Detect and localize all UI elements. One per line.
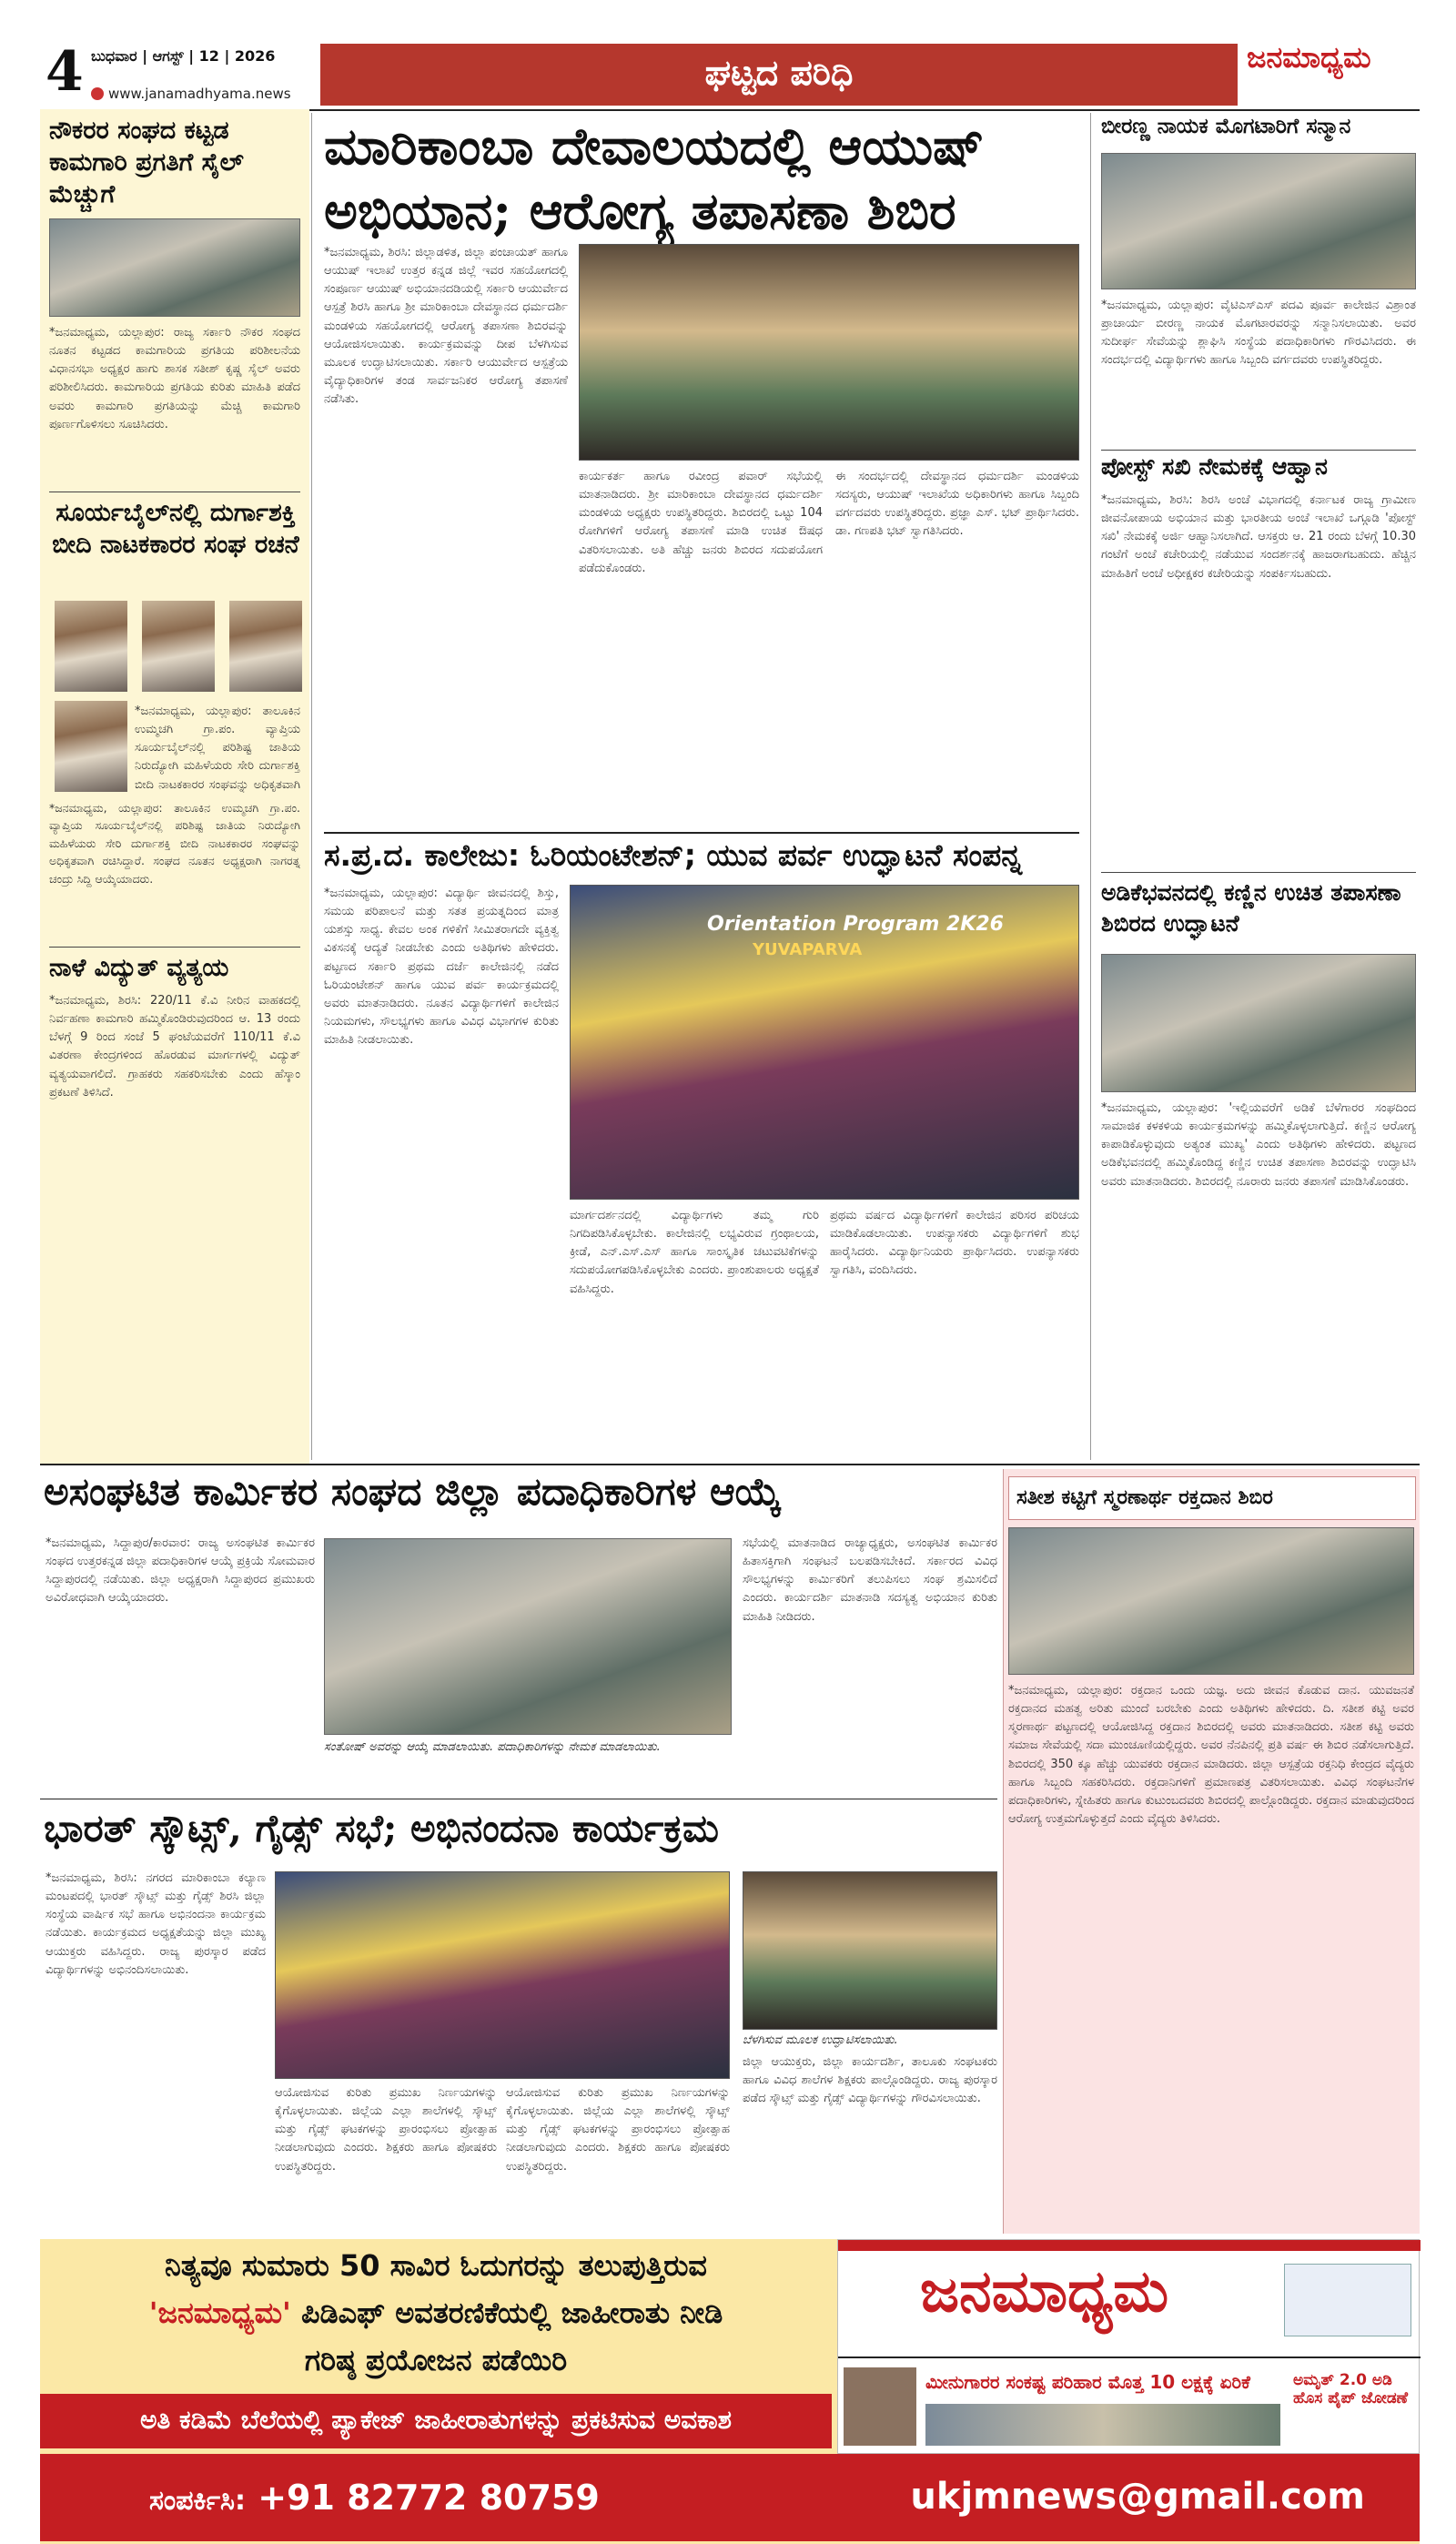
column-rule: [311, 113, 312, 1460]
blood-body: *ಜನಮಾಧ್ಯಮ, ಯಲ್ಲಾಪುರ: ರಕ್ತದಾನ ಒಂದು ಯಜ್ಞ. ಅದು ಜೀವನ ಕೊಡುವ ದಾನ. ಯುವಜನತೆ ರಕ್ತದಾನದ ಮಹತ್ವ ಅರಿತು ಮುಂದೆ ಬರಬೇಕು ಎಂದು ಅತಿಥಿಗಳು ಹೇಳಿದರು. ದಿ. ಸತೀಶ ಕಟ್ಟಿ ಅವರ ಸ್ಮರಣಾರ್ಥ ಪಟ್ಟಣದಲ್ಲಿ ಆಯೋಜಿಸಿದ್ದ ರಕ್ತದಾನ ಶಿಬಿರದಲ್ಲಿ ಅವರು ಮಾತನಾಡಿದರು. ಸತೀಶ ಕಟ್ಟಿ ಅವರು ಸಮಾಜ ಸೇವೆಯಲ್ಲಿ ಸದಾ ಮುಂಚೂಣಿಯಲ್ಲಿದ್ದರು. ಅವರ ನೆನಪಿನಲ್ಲಿ ಪ್ರತಿ ವರ್ಷ ಈ ಶಿಬಿರ ನಡೆಸಲಾಗುತ್ತಿದೆ. ಶಿಬಿರದಲ್ಲಿ 350 ಕ್ಕೂ ಹೆಚ್ಚು ಯುವಕರು ರಕ್ತದಾನ ಮಾಡಿದರು. ಜಿಲ್ಲಾ ಆಸ್ಪತ್ರೆಯ ರಕ್ತನಿಧಿ ಕೇಂದ್ರದ ವೈದ್ಯರು ಹಾಗೂ ಸಿಬ್ಬಂದಿ ಸಹಕರಿಸಿದರು. ರಕ್ತದಾನಿಗಳಿಗೆ ಪ್ರಮಾಣಪತ್ರ ವಿತರಿಸಲಾಯಿತು. ವಿವಿಧ ಸಂಘಟನೆಗಳ ಪದಾಧಿಕಾರಿಗಳು, ಸ್ನೇಹಿತರು ಹಾಗೂ ಕುಟುಂಬದವರು ಶಿಬಿರದಲ್ಲಿ ಪಾಲ್ಗೊಂಡಿದ್ದರು. ರಕ್ತದಾನ ಮಾಡುವುದರಿಂದ ಆರೋಗ್ಯ ಉತ್ತಮಗೊಳ್ಳುತ್ತದೆ ಎಂದು ವೈದ್ಯರು ತಿಳಿಸಿದರು.: [1008, 1684, 1414, 1826]
college-body-col1: *ಜನಮಾಧ್ಯಮ, ಯಲ್ಲಾಪುರ: ವಿದ್ಯಾರ್ಥಿ ಜೀವನದಲ್ಲಿ ಶಿಸ್ತು, ಸಮಯ ಪರಿಪಾಲನೆ ಮತ್ತು ಸತತ ಪ್ರಯತ್ನದಿಂದ ಮಾತ್ರ ಯಶಸ್ಸು ಸಾಧ್ಯ. ಕೇವಲ ಅಂಕ ಗಳಿಕೆಗೆ ಸೀಮಿತರಾಗದೇ ವ್ಯಕ್ತಿತ್ವ ವಿಕಸನಕ್ಕೆ ಆದ್ಯತೆ ನೀಡಬೇಕು ಎಂದು ಅತಿಥಿಗಳು ಹೇಳಿದರು. ಪಟ್ಟಣದ ಸರ್ಕಾರಿ ಪ್ರಥಮ ದರ್ಜೆ ಕಾಲೇಜಿನಲ್ಲಿ ನಡೆದ ಓರಿಯಂಟೇಶನ್ ಹಾಗೂ ಯುವ ಪರ್ವ ಕಾರ್ಯಕ್ರಮದಲ್ಲಿ ಅವರು ಮಾತನಾಡಿದರು. ನೂತನ ವಿದ್ಯಾರ್ಥಿಗಳಿಗೆ ಕಾಲೇಜಿನ ನಿಯಮಗಳು, ಸೌಲಭ್ಯಗಳು ಹಾಗೂ ವಿವಿಧ ವಿಭಾಗಗಳ ಕುರಿತು ಮಾಹಿತಿ ನೀಡಲಾಯಿತು.: [324, 887, 559, 1048]
college-body-col3: ಪ್ರಥಮ ವರ್ಷದ ವಿದ್ಯಾರ್ಥಿಗಳಿಗೆ ಕಾಲೇಜಿನ ಪರಿಸರ ಪರಿಚಯ ಮಾಡಿಕೊಡಲಾಯಿತು. ಉಪನ್ಯಾಸಕರು ವಿದ್ಯಾರ್ಥಿಗಳಿಗೆ ಶುಭ ಹಾರೈಸಿದರು. ವಿದ್ಯಾರ್ಥಿನಿಯರು ಪ್ರಾರ್ಥಿಸಿದರು. ಉಪನ್ಯಾಸಕರು ಸ್ವಾಗತಿಸಿ, ವಂದಿಸಿದರು.: [830, 1209, 1079, 1278]
ad-phone[interactable]: [149, 2478, 600, 2518]
left-story1-photo: [49, 218, 300, 317]
right-story2-headline: ಪೋಸ್ಟ್ ಸಖಿ ನೇಮಕಕ್ಕೆ ಆಹ್ವಾನ: [1101, 453, 1328, 480]
member-photo: [55, 601, 127, 692]
left-story2-headline: ಸೂರ್ಯಬೈಲ್‌ನಲ್ಲಿ ದುರ್ಗಾಶಕ್ತಿ ಬೀದಿ ನಾಟಕಕಾರರ ಸಂಘ ರಚನೆ: [52, 499, 299, 560]
left-story3-body: *ಜನಮಾಧ್ಯಮ, ಶಿರಸಿ: 220/11 ಕೆ.ವಿ ನೀರಿನ ವಾಹಕದಲ್ಲಿ ನಿರ್ವಹಣಾ ಕಾಮಗಾರಿ ಹಮ್ಮಿಕೊಂಡಿರುವುದರಿಂದ ಆ. 13 ರಂದು ಬೆಳಗ್ಗೆ 9 ರಿಂದ ಸಂಜೆ 5 ಘಂಟೆಯವರೆಗೆ 110/11 ಕೆ.ವಿ ವಿತರಣಾ ಕೇಂದ್ರಗಳಿಂದ ಹೊರಡುವ ಮಾರ್ಗಗಳಲ್ಲಿ ವಿದ್ಯುತ್ ವ್ಯತ್ಯಯವಾಗಲಿದೆ. ಗ್ರಾಹಕರು ಸಹಕರಿಸಬೇಕು ಎಂದು ಹೆಸ್ಕಾಂ ಪ್ರಕಟಣೆ ತಿಳಿಸಿದೆ.: [49, 994, 300, 1100]
ad-line1: ನಿತ್ಯವೂ ಸುಮಾರು 50 ಸಾವಿರ ಓದುಗರನ್ನು ತಲುಪುತ್ತಿರುವ: [165, 2248, 707, 2283]
union-headline: ಅಸಂಘಟಿತ ಕಾರ್ಮಿಕರ ಸಂಘದ ಜಿಲ್ಲಾ ಪದಾಧಿಕಾರಿಗಳ ಆಯ್ಕೆ: [44, 1469, 782, 1514]
left-story2-body: *ಜನಮಾಧ್ಯಮ, ಯಲ್ಲಾಪುರ: ತಾಲೂಕಿನ ಉಮ್ಮಚಗಿ ಗ್ರಾ.ಪಂ. ವ್ಯಾಪ್ತಿಯ ಸೂರ್ಯಬೈಲ್‌ನಲ್ಲಿ ಪರಿಶಿಷ್ಟ ಜಾತಿಯ ನಿರುದ್ಯೋಗಿ ಮಹಿಳೆಯರು ಸೇರಿ ದುರ್ಗಾಶಕ್ತಿ ಬೀದಿ ನಾಟಕಕಾರರ ಸಂಘವನ್ನು ಅಧಿಕೃತವಾಗಿ ರಚಿಸಿದ್ದಾರೆ. ಸಂಘದ ನೂತನ ಅಧ್ಯಕ್ಷರಾಗಿ ನಾಗರತ್ನ ಚಂದ್ರು ಸಿದ್ದಿ ಆಯ್ಕೆಯಾದರು.: [49, 801, 300, 886]
stage-banner-text2: YUVAPARVA: [753, 940, 863, 959]
contact-label: ಸಂಪರ್ಕಿಸಿ:: [149, 2485, 246, 2517]
divider: [324, 832, 1079, 834]
left-story3-headline: ನಾಳೆ ವಿದ್ಯುತ್ ವ್ಯತ್ಯಯ: [49, 954, 229, 982]
ad-offer-strip: ಅತಿ ಕಡಿಮೆ ಬೆಲೆಯಲ್ಲಿ ಪ್ಯಾಕೇಜ್ ಜಾಹೀರಾತುಗಳನ್ನು ಪ್ರಕಟಿಸುವ ಅವಕಾಶ: [40, 2394, 832, 2448]
column-rule: [1090, 113, 1091, 1460]
section-rule: [40, 1464, 1420, 1465]
college-photo: [570, 885, 1079, 1200]
union-body-col2: ಸಭೆಯಲ್ಲಿ ಮಾತನಾಡಿದ ರಾಜ್ಯಾಧ್ಯಕ್ಷರು, ಅಸಂಘಟಿತ ಕಾರ್ಮಿಕರ ಹಿತಾಸಕ್ತಿಗಾಗಿ ಸಂಘಟನೆ ಬಲಪಡಿಸಬೇಕಿದೆ. ಸರ್ಕಾರದ ವಿವಿಧ ಸೌಲಭ್ಯಗಳನ್ನು ಕಾರ್ಮಿಕರಿಗೆ ತಲುಪಿಸಲು ಸಂಘ ಶ್ರಮಿಸಲಿದೆ ಎಂದರು. ಕಾರ್ಯದರ್ಶಿ ಮಾತನಾಡಿ ಸದಸ್ಯತ್ವ ಅಭಿಯಾನ ಕುರಿತು ಮಾಹಿತಿ ನೀಡಿದರು.: [743, 1536, 997, 1624]
lead-photo: [579, 244, 1079, 461]
website-text: www.janamadhyama.news: [108, 86, 291, 102]
lead-body-col3: ಈ ಸಂದರ್ಭದಲ್ಲಿ ದೇವಸ್ಥಾನದ ಧರ್ಮದರ್ಶಿ ಮಂಡಳಿಯ ಸದಸ್ಯರು, ಆಯುಷ್ ಇಲಾಖೆಯ ಅಧಿಕಾರಿಗಳು ಹಾಗೂ ಸಿಬ್ಬಂದಿ ವರ್ಗದವರು ಉಪಸ್ಥಿತರಿದ್ದರು. ಪ್ರಜ್ಞಾ ಎಸ್. ಭಟ್ ಪ್ರಾರ್ಥಿಸಿದರು. ಡಾ. ಗಣಪತಿ ಭಟ್ ಸ್ವಾಗತಿಸಿದರು.: [835, 470, 1079, 539]
ad-line2-rest: ಪಿಡಿಎಫ್ ಅವತರಣಿಕೆಯಲ್ಲಿ ಜಾಹೀರಾತು ನೀಡಿ: [290, 2296, 723, 2330]
union-body-col1: *ಜನಮಾಧ್ಯಮ, ಸಿದ್ದಾಪುರ/ಕಾರವಾರ: ರಾಜ್ಯ ಅಸಂಘಟಿತ ಕಾರ್ಮಿಕರ ಸಂಘದ ಉತ್ತರಕನ್ನಡ ಜಿಲ್ಲಾ ಪದಾಧಿಕಾರಿಗಳ ಆಯ್ಕೆ ಪ್ರಕ್ರಿಯೆ ಸೋಮವಾರ ಸಿದ್ದಾಪುರದಲ್ಲಿ ನಡೆಯಿತು. ಜಿಲ್ಲಾ ಅಧ್ಯಕ್ಷರಾಗಿ ಸಿದ್ದಾಪುರದ ಪ್ರಮುಖರು ಅವಿರೋಧವಾಗಿ ಆಯ್ಕೆಯಾದರು.: [46, 1536, 315, 1606]
right-story1-body: *ಜನಮಾಧ್ಯಮ, ಯಲ್ಲಾಪುರ: ವೈಟಿಎಸ್‌ಎಸ್ ಪದವಿ ಪೂರ್ವ ಕಾಲೇಜಿನ ವಿಶ್ರಾಂತ ಪ್ರಾಚಾರ್ಯ ಬೀರಣ್ಣ ನಾಯಕ ಮೊಗಟಾರವರನ್ನು ಸನ್ಮಾನಿಸಲಾಯಿತು. ಅವರ ಸುದೀರ್ಘ ಸೇವೆಯನ್ನು ಶ್ಲಾಘಿಸಿ ಸಂಸ್ಥೆಯ ಪದಾಧಿಕಾರಿಗಳು ಗೌರವಿಸಿದರು. ಈ ಸಂದರ್ಭದಲ್ಲಿ ವಿದ್ಯಾರ್ಥಿಗಳು ಹಾಗೂ ಸಿಬ್ಬಂದಿ ವರ್ಗದವರು ಉಪಸ್ಥಿತರಿದ್ದರು.: [1101, 299, 1416, 368]
stage-banner-text: Orientation Program 2K26: [707, 913, 1004, 936]
thumb-headline2: ಅಮೃತ್ 2.0 ಅಡಿ ಹೊಸ ಪೈಪ್ ಜೋಡಣೆ: [1293, 2371, 1409, 2407]
thumb-sidebox: [1284, 2264, 1411, 2336]
left-story1-headline: ನೌಕರರ ಸಂಘದ ಕಟ್ಟಡ ಕಾಮಗಾರಿ ಪ್ರಗತಿಗೆ ಸೈಲ್ ಮೆಚ್ಚುಗೆ: [49, 117, 244, 209]
website-link[interactable]: [91, 86, 291, 102]
scouts-headline: ಭಾರತ್ ಸ್ಕೌಟ್ಸ್, ಗೈಡ್ಸ್ ಸಭೆ; ಅಭಿನಂದನಾ ಕಾರ್ಯಕ್ರಮ: [44, 1806, 719, 1850]
ad-email[interactable]: ukjmnews@gmail.com: [910, 2476, 1365, 2518]
ad-line2: [40, 2296, 832, 2331]
ad-line3: ಗರಿಷ್ಠ ಪ್ರಯೋಜನ ಪಡೆಯಿರಿ: [304, 2343, 568, 2377]
section-banner: [320, 44, 1238, 106]
scouts-photo-left: [275, 1871, 730, 2079]
union-photo-caption: ಸಂತೋಷ್ ಅವರನ್ನು ಆಯ್ಕೆ ಮಾಡಲಾಯಿತು. ಪದಾಧಿಕಾರಿಗಳನ್ನು ನೇಮಕ ಮಾಡಲಾಯಿತು.: [324, 1740, 661, 1754]
divider: [1101, 872, 1416, 873]
college-headline: ಸ.ಪ್ರ.ದ. ಕಾಲೇಜು: ಓರಿಯಂಟೇಶನ್; ಯುವ ಪರ್ವ ಉದ್ಘಾಟನೆ ಸಂಪನ್ನ: [324, 837, 1023, 873]
globe-icon: [91, 87, 104, 100]
right-story1-headline: ಬೀರಣ್ಣ ನಾಯಕ ಮೊಗಟಾರಿಗೆ ಸನ್ಮಾನ: [1101, 115, 1351, 138]
right-story3-headline: ಅಡಿಕೆಭವನದಲ್ಲಿ ಕಣ್ಣಿನ ಉಚಿತ ತಪಾಸಣಾ ಶಿಬಿರದ ಉದ್ಘಾಟನೆ: [1101, 879, 1401, 937]
left-story1-body: *ಜನಮಾಧ್ಯಮ, ಯಲ್ಲಾಪುರ: ರಾಜ್ಯ ಸರ್ಕಾರಿ ನೌಕರ ಸಂಘದ ನೂತನ ಕಟ್ಟಡದ ಕಾಮಗಾರಿಯ ಪ್ರಗತಿಯ ಪರಿಶೀಲನೆಯ ವಿಧಾನಸಭಾ ಅಧ್ಯಕ್ಷರ ಹಾಗು ಶಾಸಕ ಸತೀಶ್ ಕೃಷ್ಣ ಸೈಲ್ ಅವರು ಪರಿಶೀಲಿಸಿದರು. ಕಾಮಗಾರಿಯ ಪ್ರಗತಿಯ ಕುರಿತು ಮಾಹಿತಿ ಪಡೆದ ಅವರು ಕಾಮಗಾರಿ ಪ್ರಗತಿಯನ್ನು ಮೆಚ್ಚಿ ಕಾಮಗಾರಿ ಪೂರ್ಣಗೊಳಿಸಲು ಸೂಚಿಸಿದರು.: [49, 326, 300, 431]
right-story3-photo: [1101, 954, 1416, 1092]
ad-brand-quote: 'ಜನಮಾಧ್ಯಮ': [148, 2296, 291, 2330]
thumb-photo: [844, 2367, 916, 2446]
scouts-photo-right: [743, 1871, 997, 2030]
ad-contact-bar[interactable]: [40, 2454, 1420, 2541]
scouts-photo-caption: ಬೆಳಗಿಸುವ ಮೂಲಕ ಉದ್ಘಾಟಿಸಲಾಯಿತು.: [743, 2033, 898, 2047]
thumb-headline1: ಮೀನುಗಾರರ ಸಂಕಷ್ಟ ಪರಿಹಾರ ಮೊತ್ತ 10 ಲಕ್ಷಕ್ಕೆ ಏರಿಕೆ: [925, 2371, 1250, 2393]
dateline: ಬುಧವಾರ | ಆಗಸ್ಟ್ | 12 | 2026: [91, 47, 276, 65]
right-story1-photo: [1101, 153, 1416, 289]
member-photo: [229, 601, 302, 692]
lead-body-col1: *ಜನಮಾಧ್ಯಮ, ಶಿರಸಿ: ಜಿಲ್ಲಾಡಳಿತ, ಜಿಲ್ಲಾ ಪಂಚಾಯತ್ ಹಾಗೂ ಆಯುಷ್ ಇಲಾಖೆ ಉತ್ತರ ಕನ್ನಡ ಜಿಲ್ಲೆ ಇವರ ಸಹಯೋಗದಲ್ಲಿ ಸಂಪೂರ್ಣ ಆಯುಷ್ ಅಭಿಯಾನದಡಿಯಲ್ಲಿ ಸರ್ಕಾರಿ ಆಯುರ್ವೇದ ಆಸ್ಪತ್ರೆ ಶಿರಸಿ ಹಾಗೂ ಶ್ರೀ ಮಾರಿಕಾಂಬಾ ದೇವಸ್ಥಾನದ ಧರ್ಮದರ್ಶಿ ಮಂಡಳಿಯ ಸಹಯೋಗದಲ್ಲಿ ಆರೋಗ್ಯ ತಪಾಸಣಾ ಶಿಬಿರವನ್ನು ಆಯೋಜಿಸಲಾಯಿತು. ಕಾರ್ಯಕ್ರಮವನ್ನು ದೀಪ ಬೆಳಗಿಸುವ ಮೂಲಕ ಉದ್ಘಾಟಿಸಲಾಯಿತು. ಸರ್ಕಾರಿ ಆಯುರ್ವೇದ ಆಸ್ಪತ್ರೆಯ ವೈದ್ಯಾಧಿಕಾರಿಗಳ ತಂಡ ಸಾರ್ವಜನಿಕರ ಆರೋಗ್ಯ ತಪಾಸಣೆ ನಡೆಸಿತು.: [324, 246, 568, 407]
left-story2-body-top: *ಜನಮಾಧ್ಯಮ, ಯಲ್ಲಾಪುರ: ತಾಲೂಕಿನ ಉಮ್ಮಚಗಿ ಗ್ರಾ.ಪಂ. ವ್ಯಾಪ್ತಿಯ ಸೂರ್ಯಬೈಲ್‌ನಲ್ಲಿ ಪರಿಶಿಷ್ಟ ಜಾತಿಯ ನಿರುದ್ಯೋಗಿ ಮಹಿಳೆಯರು ಸೇರಿ ದುರ್ಗಾಶಕ್ತಿ ಬೀದಿ ನಾಟಕಕಾರರ ಸಂಘವನ್ನು ಅಧಿಕೃತವಾಗಿ: [135, 704, 300, 792]
section-title: ಘಟ್ಟದ ಪರಿಧಿ: [704, 53, 854, 93]
thumb-topbar: [838, 2240, 1421, 2251]
thumb-photo-strip: [925, 2404, 1280, 2446]
scouts-body-col3: ಆಯೋಜಿಸುವ ಕುರಿತು ಪ್ರಮುಖ ನಿರ್ಣಯಗಳನ್ನು ಕೈಗೊಳ್ಳಲಾಯಿತು. ಜಿಲ್ಲೆಯ ಎಲ್ಲಾ ಶಾಲೆಗಳಲ್ಲಿ ಸ್ಕೌಟ್ಸ್ ಮತ್ತು ಗೈಡ್ಸ್ ಘಟಕಗಳನ್ನು ಪ್ರಾರಂಭಿಸಲು ಪ್ರೋತ್ಸಾಹ ನೀಡಲಾಗುವುದು ಎಂದರು. ಶಿಕ್ಷಕರು ಹಾಗೂ ಪೋಷಕರು ಉಪಸ್ಥಿತರಿದ್ದರು.: [506, 2086, 730, 2174]
lead-headline: ಮಾರಿಕಾಂಬಾ ದೇವಾಲಯದಲ್ಲಿ ಆಯುಷ್ ಅಭಿಯಾನ; ಆರೋಗ್ಯ ತಪಾಸಣಾ ಶಿಬಿರ: [324, 117, 985, 241]
lead-body-col2: ಕಾರ್ಯಕರ್ತ ಹಾಗೂ ರವೀಂದ್ರ ಪವಾರ್ ಸಭೆಯಲ್ಲಿ ಮಾತನಾಡಿದರು. ಶ್ರೀ ಮಾರಿಕಾಂಬಾ ದೇವಸ್ಥಾನದ ಧರ್ಮದರ್ಶಿ ಮಂಡಳಿಯ ಅಧ್ಯಕ್ಷರು ಉಪಸ್ಥಿತರಿದ್ದರು. ಶಿಬಿರದಲ್ಲಿ ಒಟ್ಟು 104 ರೋಗಿಗಳಿಗೆ ಆರೋಗ್ಯ ತಪಾಸಣೆ ಮಾಡಿ ಉಚಿತ ಔಷಧ ವಿತರಿಸಲಾಯಿತು. ಅತಿ ಹೆಚ್ಚು ಜನರು ಶಿಬಿರದ ಸದುಪಯೋಗ ಪಡೆದುಕೊಂಡರು.: [579, 470, 823, 575]
page-number: 4: [46, 40, 84, 104]
scouts-body-col1: *ಜನಮಾಧ್ಯಮ, ಶಿರಸಿ: ನಗರದ ಮಾರಿಕಾಂಬಾ ಕಲ್ಯಾಣ ಮಂಟಪದಲ್ಲಿ ಭಾರತ್ ಸ್ಕೌಟ್ಸ್ ಮತ್ತು ಗೈಡ್ಸ್ ಶಿರಸಿ ಜಿಲ್ಲಾ ಸಂಸ್ಥೆಯ ವಾರ್ಷಿಕ ಸಭೆ ಹಾಗೂ ಅಭಿನಂದನಾ ಕಾರ್ಯಕ್ರಮ ನಡೆಯಿತು. ಕಾರ್ಯಕ್ರಮದ ಅಧ್ಯಕ್ಷತೆಯನ್ನು ಜಿಲ್ಲಾ ಮುಖ್ಯ ಆಯುಕ್ತರು ವಹಿಸಿದ್ದರು. ರಾಜ್ಯ ಪುರಸ್ಕಾರ ಪಡೆದ ವಿದ್ಯಾರ್ಥಿಗಳನ್ನು ಅಭಿನಂದಿಸಲಾಯಿತು.: [46, 1871, 266, 1977]
blood-photo: [1008, 1527, 1414, 1675]
divider: [49, 947, 300, 948]
phone-number[interactable]: +91 82772 80759: [258, 2478, 600, 2518]
thumb-masthead: ಜನಮಾಧ್ಯಮ: [920, 2258, 1169, 2326]
member-photo: [142, 601, 215, 692]
thumb-rule: [838, 2356, 1421, 2358]
masthead-logo: ಜನಮಾಧ್ಯಮ: [1247, 40, 1371, 75]
college-body-col2: ಮಾರ್ಗದರ್ಶನದಲ್ಲಿ ವಿದ್ಯಾರ್ಥಿಗಳು ತಮ್ಮ ಗುರಿ ನಿಗದಿಪಡಿಸಿಕೊಳ್ಳಬೇಕು. ಕಾಲೇಜಿನಲ್ಲಿ ಲಭ್ಯವಿರುವ ಗ್ರಂಥಾಲಯ, ಕ್ರೀಡೆ, ಎನ್.ಎಸ್.ಎಸ್ ಹಾಗೂ ಸಾಂಸ್ಕೃತಿಕ ಚಟುವಟಿಕೆಗಳನ್ನು ಸದುಪಯೋಗಪಡಿಸಿಕೊಳ್ಳಬೇಕು ಎಂದರು. ಪ್ರಾಂಶುಪಾಲರು ಅಧ್ಯಕ್ಷತೆ ವಹಿಸಿದ್ದರು.: [570, 1209, 819, 1296]
divider: [1101, 450, 1416, 451]
newspaper-thumbnail: [837, 2239, 1420, 2454]
right-story3-body: *ಜನಮಾಧ್ಯಮ, ಯಲ್ಲಾಪುರ: 'ಇಲ್ಲಿಯವರೆಗೆ ಅಡಿಕೆ ಬೆಳೆಗಾರರ ಸಂಘದಿಂದ ಸಾಮಾಜಿಕ ಕಳಕಳಿಯ ಕಾರ್ಯಕ್ರಮಗಳನ್ನು ಹಮ್ಮಿಕೊಳ್ಳಲಾಗುತ್ತಿದೆ. ಕಣ್ಣಿನ ಆರೋಗ್ಯ ಕಾಪಾಡಿಕೊಳ್ಳುವುದು ಅತ್ಯಂತ ಮುಖ್ಯ' ಎಂದು ಅತಿಥಿಗಳು ಹೇಳಿದರು. ಪಟ್ಟಣದ ಅಡಿಕೆಭವನದಲ್ಲಿ ಹಮ್ಮಿಕೊಂಡಿದ್ದ ಕಣ್ಣಿನ ಉಚಿತ ತಪಾಸಣಾ ಶಿಬಿರವನ್ನು ಉದ್ಘಾಟಿಸಿ ಅವರು ಮಾತನಾಡಿದರು. ಶಿಬಿರದಲ್ಲಿ ನೂರಾರು ಜನರು ತಪಾಸಣೆ ಮಾಡಿಸಿಕೊಂಡರು.: [1101, 1101, 1416, 1189]
right-story2-body: *ಜನಮಾಧ್ಯಮ, ಶಿರಸಿ: ಶಿರಸಿ ಅಂಚೆ ವಿಭಾಗದಲ್ಲಿ ಕರ್ನಾಟಕ ರಾಜ್ಯ ಗ್ರಾಮೀಣ ಜೀವನೋಪಾಯ ಅಭಿಯಾನ ಮತ್ತು ಭಾರತೀಯ ಅಂಚೆ ಇಲಾಖೆ ಒಗ್ಗೂಡಿ 'ಪೋಸ್ಟ್ ಸಖಿ' ನೇಮಕಕ್ಕೆ ಅರ್ಜಿ ಆಹ್ವಾನಿಸಲಾಗಿದೆ. ಆಸಕ್ತರು ಆ. 21 ರಂದು ಬೆಳಗ್ಗೆ 10.30 ಗಂಟೆಗೆ ಅಂಚೆ ಕಚೇರಿಯಲ್ಲಿ ನಡೆಯುವ ಸಂದರ್ಶನಕ್ಕೆ ಹಾಜರಾಗಬಹುದು. ಹೆಚ್ಚಿನ ಮಾಹಿತಿಗೆ ಅಂಚೆ ಅಧೀಕ್ಷಕರ ಕಚೇರಿಯನ್ನು ಸಂಪರ್ಕಿಸಬಹುದು.: [1101, 493, 1416, 581]
scouts-body-col2: ಆಯೋಜಿಸುವ ಕುರಿತು ಪ್ರಮುಖ ನಿರ್ಣಯಗಳನ್ನು ಕೈಗೊಳ್ಳಲಾಯಿತು. ಜಿಲ್ಲೆಯ ಎಲ್ಲಾ ಶಾಲೆಗಳಲ್ಲಿ ಸ್ಕೌಟ್ಸ್ ಮತ್ತು ಗೈಡ್ಸ್ ಘಟಕಗಳನ್ನು ಪ್ರಾರಂಭಿಸಲು ಪ್ರೋತ್ಸಾಹ ನೀಡಲಾಗುವುದು ಎಂದರು. ಶಿಕ್ಷಕರು ಹಾಗೂ ಪೋಷಕರು ಉಪಸ್ಥಿತರಿದ್ದರು.: [275, 2086, 497, 2174]
blood-headline: ಸತೀಶ ಕಟ್ಟಿಗೆ ಸ್ಮರಣಾರ್ಥ ರಕ್ತದಾನ ಶಿಬಿರ: [1008, 1476, 1416, 1520]
member-photo: [55, 701, 127, 792]
union-photo: [324, 1538, 732, 1735]
scouts-body-col4: ಜಿಲ್ಲಾ ಆಯುಕ್ತರು, ಜಿಲ್ಲಾ ಕಾರ್ಯದರ್ಶಿ, ತಾಲೂಕು ಸಂಘಟಕರು ಹಾಗೂ ವಿವಿಧ ಶಾಲೆಗಳ ಶಿಕ್ಷಕರು ಪಾಲ್ಗೊಂಡಿದ್ದರು. ರಾಜ್ಯ ಪುರಸ್ಕಾರ ಪಡೆದ ಸ್ಕೌಟ್ಸ್ ಮತ್ತು ಗೈಡ್ಸ್ ವಿದ್ಯಾರ್ಥಿಗಳನ್ನು ಗೌರವಿಸಲಾಯಿತು.: [743, 2055, 997, 2106]
